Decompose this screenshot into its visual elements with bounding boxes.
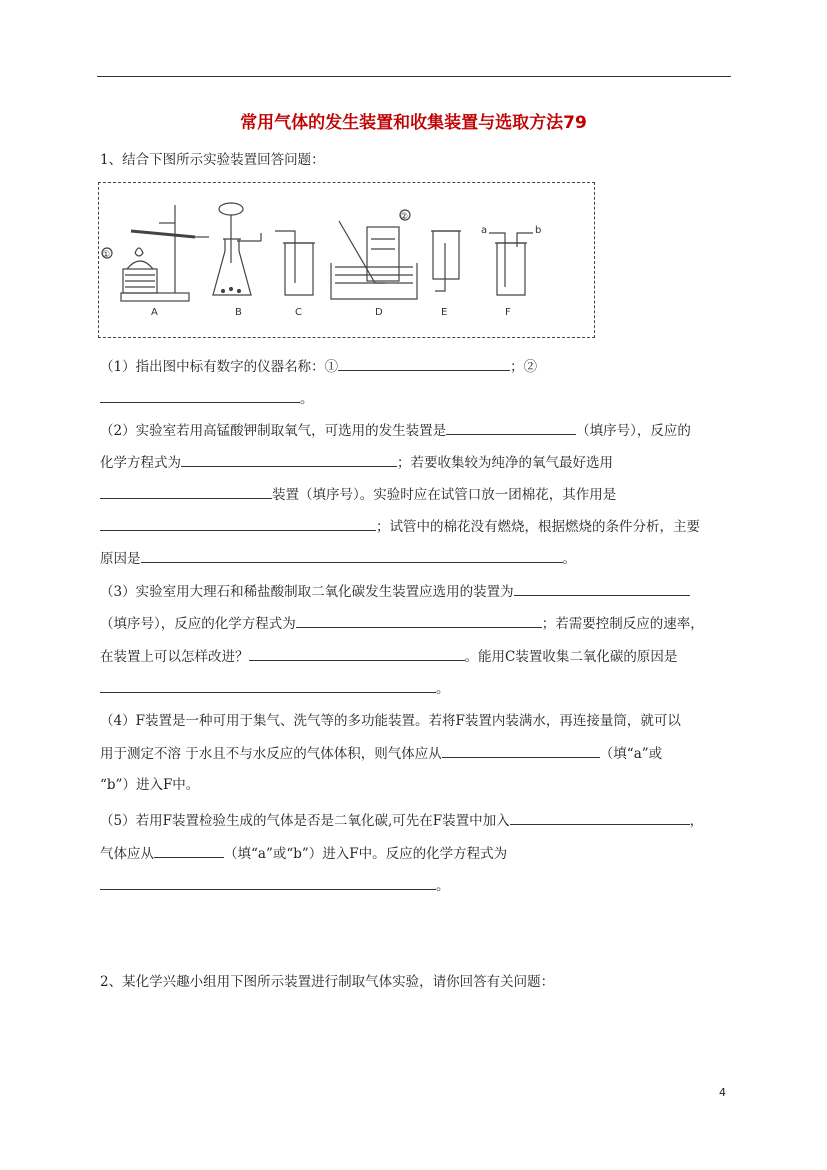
mark-1: ① bbox=[102, 250, 111, 260]
blank-rate-control[interactable] bbox=[249, 646, 465, 661]
label-a: A bbox=[151, 307, 158, 318]
q1-part5-line2: 气体应从 （填“a”或“b”）进入F中。反应的化学方程式为 bbox=[100, 843, 507, 864]
page-title: 常用气体的发生装置和收集装置与选取方法79 bbox=[240, 113, 587, 133]
blank-o2-generator[interactable] bbox=[446, 420, 576, 435]
q1-part5-line1: （5）若用F装置检验生成的气体是否是二氧化碳,可先在F装置中加入 ， bbox=[100, 810, 703, 831]
mark-a: a bbox=[481, 225, 488, 236]
blank-co2-equation[interactable] bbox=[296, 613, 542, 628]
blank-c-reason[interactable] bbox=[100, 678, 436, 693]
q1-part1-line1: （1）指出图中标有数字的仪器名称：① ；② bbox=[100, 356, 537, 377]
blank-instrument-1[interactable] bbox=[338, 356, 510, 371]
label-d: D bbox=[375, 307, 383, 318]
q1-part2-line5: 原因是 。 bbox=[100, 548, 576, 569]
blank-limewater-equation[interactable] bbox=[100, 875, 436, 890]
apparatus-figure bbox=[98, 182, 595, 338]
blank-co2-generator[interactable] bbox=[514, 581, 690, 596]
q1-part2-line3: 装置（填序号）。实验时应在试管口放一团棉花，其作用是 bbox=[100, 484, 616, 505]
apparatus-e bbox=[431, 231, 461, 291]
blank-o2-equation[interactable] bbox=[181, 452, 397, 467]
page-number: 4 bbox=[719, 1086, 726, 1099]
question-1-intro: 1、结合下图所示实验装置回答问题： bbox=[100, 152, 325, 168]
q1-part5-line3: 。 bbox=[100, 875, 450, 896]
mark-b: b bbox=[535, 225, 542, 236]
q1-part3-line4: 。 bbox=[100, 678, 450, 699]
blank-cotton-purpose[interactable] bbox=[100, 516, 376, 531]
apparatus-diagram bbox=[99, 183, 596, 339]
q1-part4-line2: 用于测定不溶 于水且不与水反应的气体体积，则气体应从 （填“a”或 bbox=[100, 743, 662, 764]
q1-part4-line3: “b”）进入F中。 bbox=[100, 777, 200, 793]
label-e: E bbox=[441, 307, 448, 318]
blank-gas-inlet-volume[interactable] bbox=[442, 743, 600, 758]
q1-part2-line2: 化学方程式为 ；若要收集较为纯净的氧气最好选用 bbox=[100, 452, 613, 473]
blank-o2-collector[interactable] bbox=[100, 484, 272, 499]
q1-part4-line1: （4）F装置是一种可用于集气、洗气等的多功能装置。若将F装置内装满水，再连接量筒，就可以 bbox=[100, 713, 681, 729]
q1-part3-line3: 在装置上可以怎样改进？ 。能用C装置收集二氧化碳的原因是 bbox=[100, 646, 677, 667]
apparatus-a bbox=[102, 205, 209, 301]
header-rule bbox=[97, 76, 731, 77]
q1-part2-line1: （2）实验室若用高锰酸钾制取氧气，可选用的发生装置是 （填序号），反应的 bbox=[100, 420, 691, 441]
q1-part3-line2: （填序号），反应的化学方程式为 ；若需要控制反应的速率， bbox=[100, 613, 704, 634]
label-c: C bbox=[295, 307, 302, 318]
apparatus-f bbox=[489, 233, 533, 295]
mark-2: ② bbox=[400, 212, 409, 222]
blank-f-reagent[interactable] bbox=[510, 810, 690, 825]
apparatus-b bbox=[213, 203, 261, 295]
apparatus-c bbox=[275, 231, 315, 295]
blank-instrument-2[interactable] bbox=[100, 388, 300, 403]
blank-gas-inlet-co2[interactable] bbox=[154, 843, 224, 858]
q1-part3-line1: （3）实验室用大理石和稀盐酸制取二氧化碳发生装置应选用的装置为 bbox=[100, 581, 690, 602]
apparatus-d bbox=[331, 210, 417, 299]
label-f: F bbox=[505, 307, 511, 318]
q1-part2-line4: ；试管中的棉花没有燃烧，根据燃烧的条件分析，主要 bbox=[100, 516, 700, 537]
q1-part1-line2: 。 bbox=[100, 388, 314, 409]
blank-cotton-reason[interactable] bbox=[141, 548, 563, 563]
question-2-intro: 2、某化学兴趣小组用下图所示装置进行制取气体实验，请你回答有关问题： bbox=[100, 974, 555, 990]
label-b: B bbox=[235, 307, 242, 318]
